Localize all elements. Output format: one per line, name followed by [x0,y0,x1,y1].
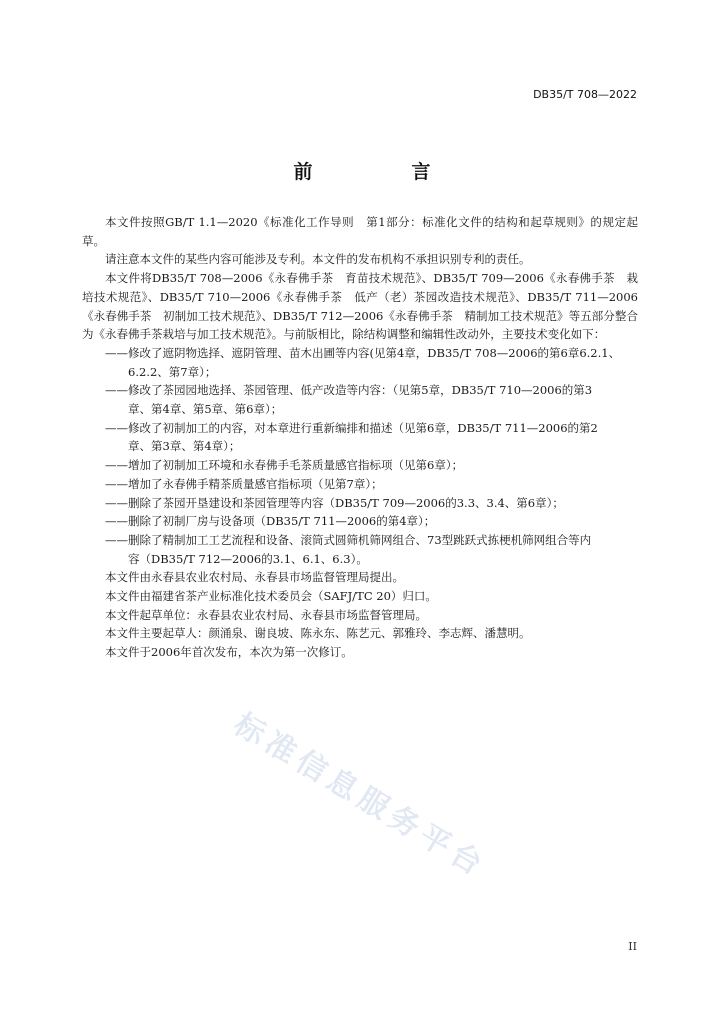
document-code: DB35/T 708—2022 [533,88,637,101]
paragraph: 本文件由福建省茶产业标准化技术委员会（SAFJ/TC 20）归口。 [105,589,437,604]
page-title: 前 言 [293,161,471,183]
change-item: ——增加了永春佛手精茶质量感官指标项（见第7章）； [105,476,383,491]
paragraph: 本文件将DB35/T 708—2006《永春佛手茶 育苗技术规范》、DB35/T 709—2006《永春佛手茶 栽培技术规范》、DB35/T 710—2006《永春佛手茶 低产（老）茶园改造技术规范》、DB35/T 711—2006《永春佛手茶 初制加工技术规范》、DB35/T 712—2006《永春佛手茶 精制加工技术规范》等五部分整合为《永春佛手茶栽培与加工技术规范》。与前版相比，除结构调整和编辑性改动外，主要技术变化如下： [82,271,638,342]
change-item: ——删除了精制加工工艺流程和设备、滚筒式圆筛机筛网组合、73型跳跃式拣梗机筛网组合等内 容（DB35/T 712—2006的3.1、6.1、6.3）。 [105,532,592,566]
change-item: ——修改了茶园园地选择、茶园管理、低产改造等内容：（见第5章，DB35/T 710—2006的第3 章、第4章、第5章、第6章）； [105,383,593,417]
change-item: ——修改了遮阴物选择、遮阴管理、苗木出圃等内容(见第4章，DB35/T 708—2006的第6章6.2.1、 6.2.2、第7章）； [105,345,621,379]
page-number: II [628,940,637,953]
paragraph: 本文件主要起草人：颜涌泉、谢良坡、陈永东、陈艺元、郭雅玲、李志辉、潘慧明。 [105,626,531,641]
watermark: 标准信息服务平台 [227,706,493,886]
paragraph: 本文件起草单位：永春县农业农村局、永春县市场监督管理局。 [105,607,427,622]
paragraph: 本文件按照GB/T 1.1—2020《标准化工作导则 第1部分：标准化文件的结构和起草规则》的规定起草。 [82,215,638,248]
change-item: ——修改了初制加工的内容，对本章进行重新编排和描述（见第6章，DB35/T 711—2006的第2 章、第3章、第4章）； [105,420,598,454]
change-item: ——增加了初制加工环境和永春佛手毛茶质量感官指标项（见第6章）； [105,458,464,473]
change-item: ——删除了茶园开垦建设和茶园管理等内容（DB35/T 709—2006的3.3、3.4、第6章）； [105,495,564,510]
paragraph: 本文件由永春县农业农村局、永春县市场监督管理局提出。 [105,570,404,585]
paragraph: 请注意本文件的某些内容可能涉及专利。本文件的发布机构不承担识别专利的责任。 [105,252,531,267]
paragraph: 本文件于2006年首次发布，本次为第一次修订。 [105,645,353,660]
change-item: ——删除了初制厂房与设备项（DB35/T 711—2006的第4章）； [105,514,436,529]
document-body [82,213,638,662]
